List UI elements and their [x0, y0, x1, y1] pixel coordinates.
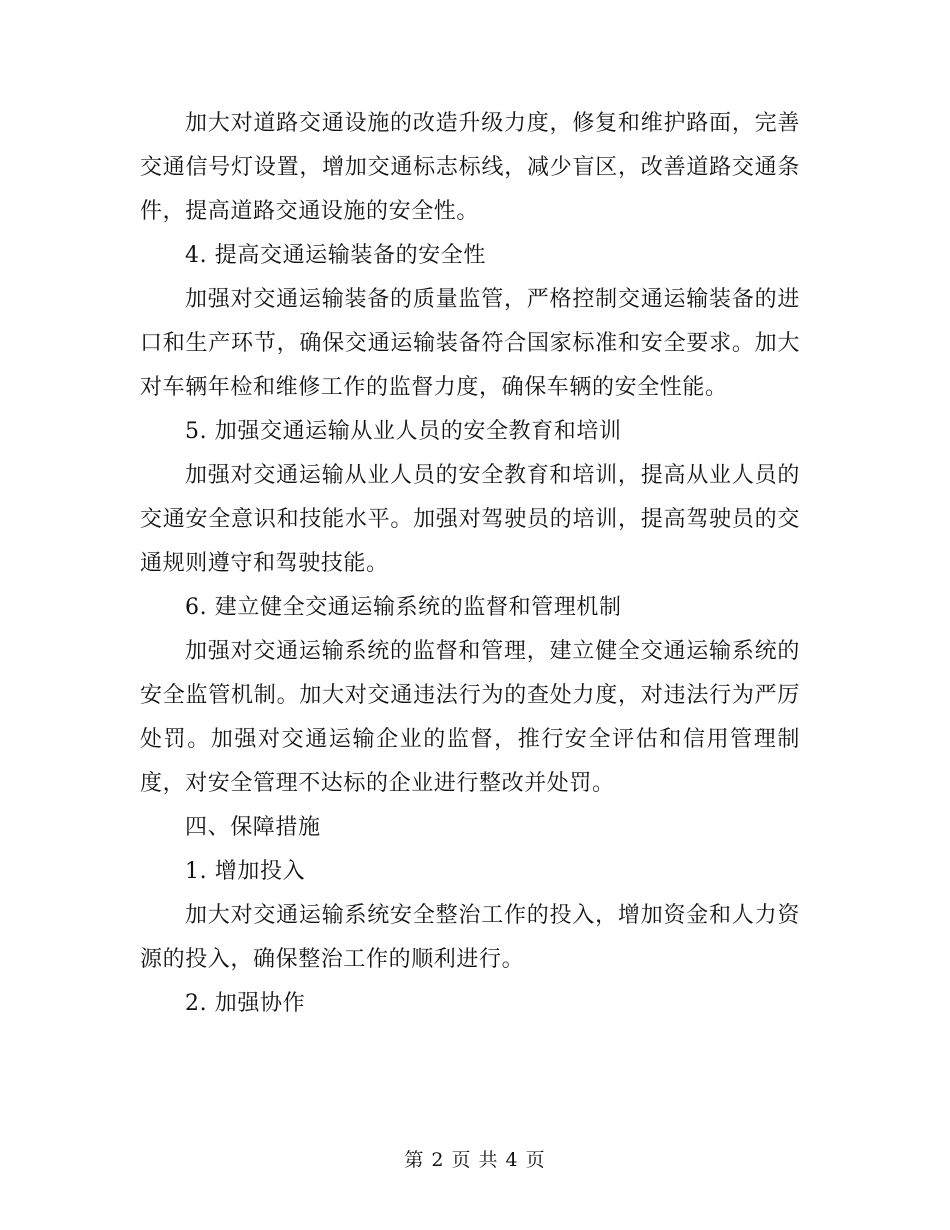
heading-safeguard-measures: 四、保障措施	[185, 815, 321, 840]
paragraph-supervision-mechanism: 加强对交通运输系统的监督和管理，建立健全交通运输系统的安全监管机制。加大对交通违法行为的查处力度，对违法行为严厉处罚。加强对交通运输企业的监督，推行安全评估和信用管理制度，对安全管理不达标的企业进行整改并处罚。	[140, 639, 800, 796]
document-body	[140, 102, 800, 1026]
heading-supervision-mechanism: 6. 建立健全交通运输系统的监督和管理机制	[185, 595, 622, 620]
paragraph-equipment-safety: 加强对交通运输装备的质量监管，严格控制交通运输装备的进口和生产环节，确保交通运输装备符合国家标准和安全要求。加大对车辆年检和维修工作的监督力度，确保车辆的安全性能。	[140, 287, 800, 400]
paragraph-road-facilities: 加大对道路交通设施的改造升级力度，修复和维护路面，完善交通信号灯设置，增加交通标志标线，减少盲区，改善道路交通条件，提高道路交通设施的安全性。	[140, 111, 800, 224]
page-number-footer: 第 2 页 共 4 页	[404, 1149, 546, 1171]
heading-increase-investment: 1. 增加投入	[185, 859, 306, 884]
heading-strengthen-cooperation: 2. 加强协作	[185, 991, 306, 1016]
heading-equipment-safety: 4. 提高交通运输装备的安全性	[185, 243, 486, 268]
paragraph-staff-training: 加强对交通运输从业人员的安全教育和培训，提高从业人员的交通安全意识和技能水平。加强对驾驶员的培训，提高驾驶员的交通规则遵守和驾驶技能。	[140, 463, 800, 576]
heading-staff-training: 5. 加强交通运输从业人员的安全教育和培训	[185, 419, 622, 444]
paragraph-increase-investment: 加大对交通运输系统安全整治工作的投入，增加资金和人力资源的投入，确保整治工作的顺利进行。	[140, 903, 800, 972]
